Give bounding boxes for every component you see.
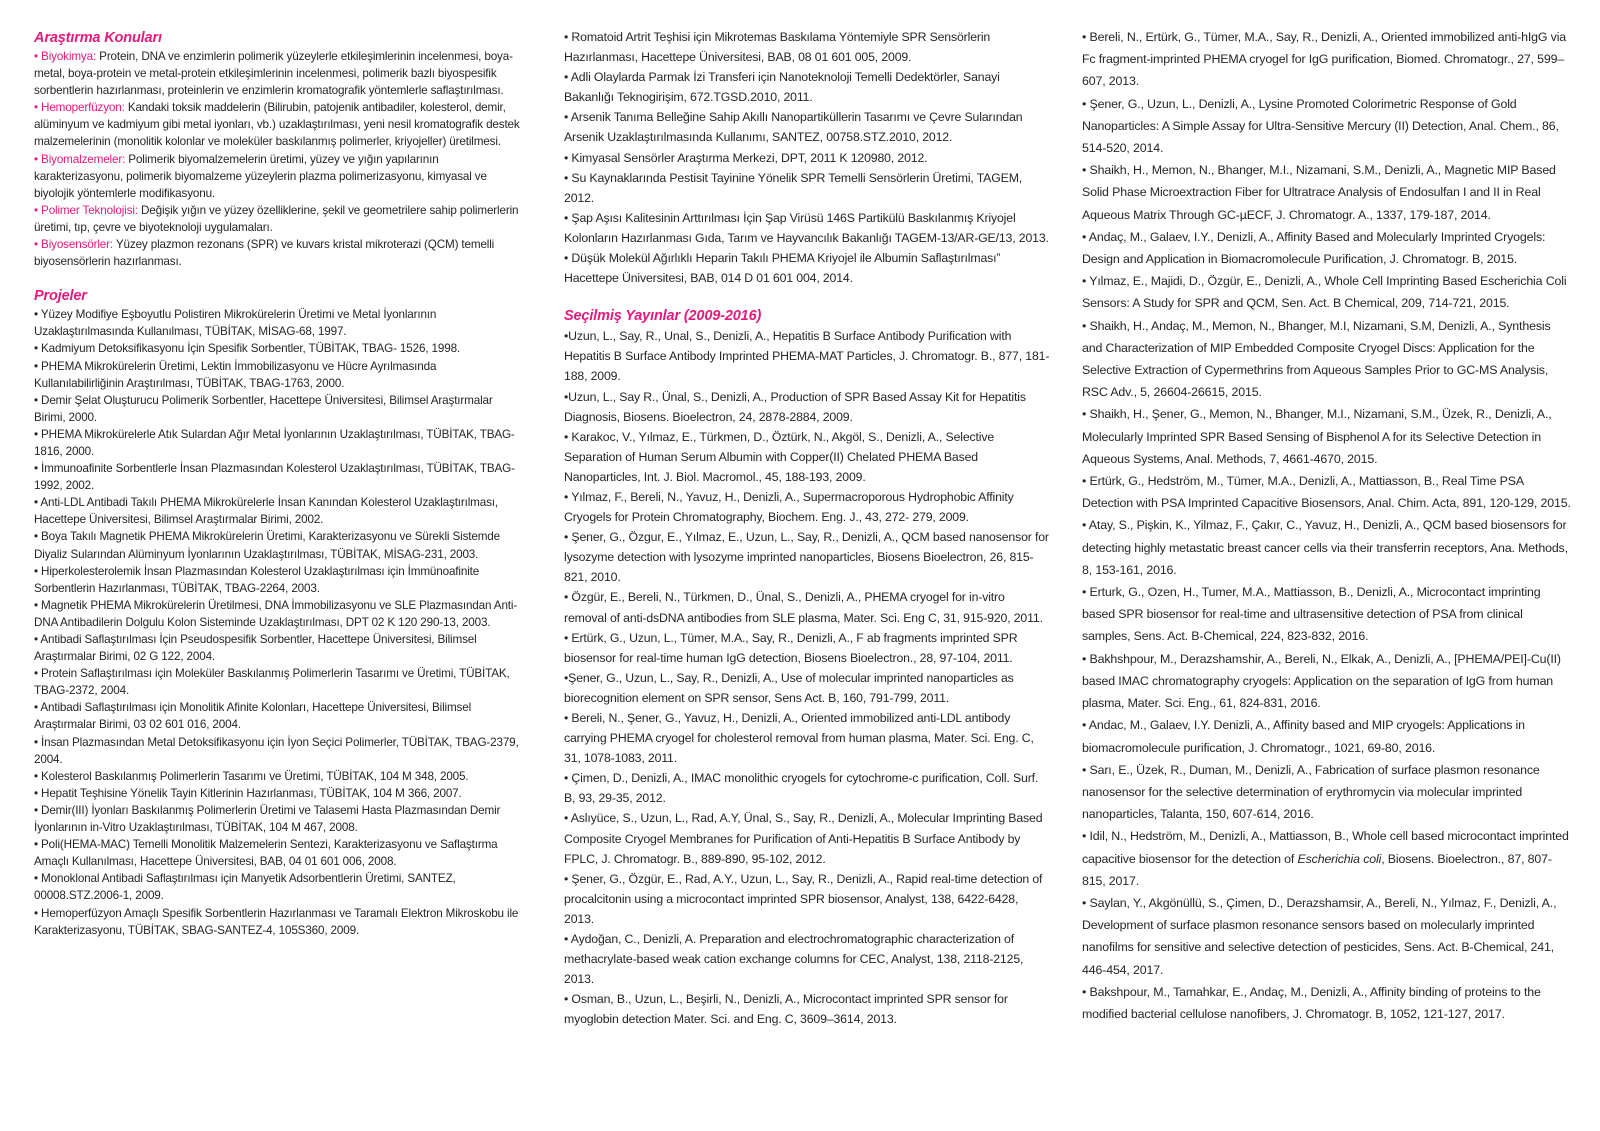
- publications-heading: Seçilmiş Yayınlar (2009-2016): [564, 308, 762, 325]
- project-item: • Kimyasal Sensörler Araştırma Merkezi, DPT, 2011 K 120980, 2012.: [564, 150, 928, 165]
- project-item: • Monoklonal Antibadi Saflaştırılması için Manyetik Adsorbentlerin Üretimi, SANTEZ, 00008.STZ.2006-1, 2009.: [34, 872, 456, 903]
- research-topic-key: Polimer Teknolojisi:: [41, 203, 138, 217]
- research-topic-key: Biyokimya:: [41, 50, 97, 63]
- project-item: • İnsan Plazmasından Metal Detoksifikasyonu için İyon Seçici Polimerler, TÜBİTAK, TBAG-2379, 2004.: [34, 735, 519, 766]
- research-topic-text: Değişik yığın ve yüzey özelliklerine, şekil ve geometrilere sahip polimerlerin üretimi, tıp, çevre ve biyoteknoloji uygulamaları.: [34, 203, 519, 234]
- project-item: • Kolesterol Baskılanmış Polimerlerin Tasarımı ve Üretimi, TÜBİTAK, 104 M 348, 2005.: [34, 769, 469, 783]
- publication-item: • Andaç, M., Galaev, I.Y., Denizli, A., Affinity Based and Molecularly Imprinted Cryogels: Design and Application in Biomacromolecule Purification, J. Chromatogr. B, 2015.: [1082, 229, 1546, 267]
- publication-item: • Erturk, G., Ozen, H., Tumer, M.A., Mattiasson, B., Denizli, A., Microcontact imprinting based SPR biosensor for real-time and ultrasensitive detection of PSA from clinical samples, Sens. Act. B-Chemical, 224, 823-832, 2016.: [1082, 585, 1541, 644]
- publication-item: • Bereli, N., Ertürk, G., Tümer, M.A., Say, R., Denizli, A., Oriented immobilized anti-hIgG via Fc fragment-imprinted PHEMA cryogel for IgG purification, Biomed. Chromatogr., 27, 599–607, 2013.: [1082, 30, 1567, 89]
- research-topic-text: Yüzey plazmon rezonans (SPR) ve kuvars kristal mikroterazi (QCM) temelli biyosensörlerin hazırlanması.: [34, 238, 495, 269]
- bullet: •: [34, 203, 42, 217]
- research-topic-text: Protein, DNA ve enzimlerin polimerik yüzeylerle etkileşimlerinin incelenmesi, boya-metal, boya-protein ve metal-protein etkileşimlerinin incelenmesi, polimerik bazlı biyospesifik sorbentlerin hazırlanması, proteinlerin ve enzimlerin kromatografik yöntemlerle saflaştırılması.: [34, 50, 513, 98]
- project-item: • Demir Şelat Oluşturucu Polimerik Sorbentler, Hacettepe Üniversitesi, Bilimsel Araştırmalar Birimi, 2000.: [34, 393, 493, 424]
- bullet: •: [34, 101, 42, 115]
- project-item: • Demir(III) İyonları Baskılanmış Polimerlerin Üretimi ve Talasemi Hasta Plazmasından Demir İyonlarının in-Vitro Uzaklaştırılması, TÜBİTAK, 104 M 467, 2008.: [34, 803, 501, 835]
- publication-item: • Aydoğan, C., Denizli, A. Preparation and electrochromatographic characterization of methacrylate-based weak cation exchange columns for CEC, Analyst, 138, 2118-2125, 2013.: [564, 932, 1024, 987]
- publication-item: • Özgür, E., Bereli, N., Türkmen, D., Ünal, S., Denizli, A., PHEMA cryogel for in-vitro removal of anti-dsDNA antibodies from SLE plasma, Mater. Sci. Eng C, 31, 915-920, 2011.: [564, 590, 1043, 625]
- project-item: • Su Kaynaklarında Pestisit Tayinine Yönelik SPR Temelli Sensörlerin Üretimi, TAGEM, 2012.: [564, 170, 1023, 205]
- project-item: • Hemoperfüzyon Amaçlı Spesifik Sorbentlerin Hazırlanması ve Taramalı Elektron Mikroskobu ile Karakterizasyonu, TÜBİTAK, SBAG-SANTEZ-4, 105S360, 2009.: [34, 906, 519, 937]
- publications-list-middle: [564, 326, 1050, 1029]
- research-topic-item: [34, 202, 526, 236]
- publication-item: • Aslıyüce, S., Uzun, L., Rad, A.Y, Ünal, S., Say, R., Denizli, A., Molecular Imprinting Based Composite Cryogel Membranes for Purification of Anti-Hepatitis B Surface Antibody by FPLC, J. Chromatogr. B., 889-890, 95-102, 2012.: [564, 811, 1043, 866]
- publication-item: • Yılmaz, E., Majidi, D., Özgür, E., Denizli, A., Whole Cell Imprinting Based Escherichia Coli Sensors: A Study for SPR and QCM, Sen. Act. B Chemical, 209, 714-721, 2015.: [1082, 274, 1567, 311]
- publication-item: • Bakshpour, M., Tamahkar, E., Andaç, M., Denizli, A., Affinity binding of proteins to the modified bacterial cellulose nanofibers, J. Chromatogr. B, 1052, 121-127, 2017.: [1082, 984, 1541, 1021]
- publication-item: • Andac, M., Galaev, I.Y. Denizli, A., Affinity based and MIP cryogels: Applications in biomacromolecule purification, J. Chromatogr., 1021, 69-80, 2016.: [1082, 718, 1525, 755]
- project-item: • Romatoid Artrit Teşhisi için Mikrotemas Baskılama Yöntemiyle SPR Sensörlerin Hazırlanması, Hacettepe Üniversitesi, BAB, 08 01 601 005, 2009.: [564, 30, 991, 65]
- project-item: • Adli Olaylarda Parmak İzi Transferi için Nanoteknoloji Temelli Dedektörler, Sanayi Bakanlığı Teknogirişim, 672.TGSD.2010, 2011.: [564, 70, 1000, 105]
- publication-item: • Çimen, D., Denizli, A., IMAC monolithic cryogels for cytochrome-c purification, Coll. Surf. B, 93, 29-35, 2012.: [564, 771, 1039, 806]
- project-item: • Magnetik PHEMA Mikrokürelerin Üretilmesi, DNA İmmobilizasyonu ve SLE Plazmasından Anti-DNA Antibadilerin Dolgulu Kolon Sisteminde Uzaklaştırılması, DPT 02 K 120 290-13, 2003.: [34, 598, 518, 629]
- publication-item: • Şener, G., Uzun, L., Denizli, A., Lysine Promoted Colorimetric Response of Gold Nanoparticles: A Simple Assay for Ultra-Sensitive Mercury (II) Detection, Anal. Chem., 86, 514-520, 2014.: [1082, 96, 1559, 156]
- publication-item: • Şener, G., Özgur, E., Yılmaz, E., Uzun, L., Say, R., Denizli, A., QCM based nanosensor for lysozyme detection with lysozyme imprinted nanoparticles, Biosens Bioelectron, 26, 815-821, 2010.: [564, 530, 1049, 585]
- publications-list-right: [1082, 26, 1572, 1025]
- research-topic-text: Kandaki toksik maddelerin (Bilirubin, patojenik antibadiler, kolesterol, demir, alüminyum ve kadmiyum gibi metal iyonları, vb.) uzaklaştırılması, yeni nesil kromatografik destek malzemelerinin (monolitik kolonlar ve moleküler baskılanmış polimerler, kriyojeller) üretilmesi.: [34, 101, 520, 149]
- publication-item: • Ertürk, G., Uzun, L., Tümer, M.A., Say, R., Denizli, A., F ab fragments imprinted SPR biosensor for real-time human IgG detection, Biosens Bioelectron., 28, 97-104, 2011.: [564, 630, 1018, 665]
- project-item: • Hepatit Teşhisine Yönelik Tayin Kitlerinin Hazırlanması, TÜBİTAK, 104 M 366, 2007.: [34, 786, 462, 800]
- research-topic-text: Polimerik biyomalzemelerin üretimi, yüzey ve yığın yapılarının karakterizasyonu, polimerik biyomalzeme yüzeylerin plazma polimerizasyonu, kimyasal ve biyolojik yöntemlerle modifikasyonu.: [34, 152, 487, 200]
- project-item: • Antibadi Saflaştırılması İçin Pseudospesifik Sorbentler, Hacettepe Üniversitesi, Bilimsel Araştırmalar Birimi, 02 G 122, 2004.: [34, 633, 477, 664]
- bullet: •: [34, 152, 42, 166]
- column-right: [1082, 0, 1572, 1025]
- publication-item: • Ertürk, G., Hedström, M., Tümer, M.A., Denizli, A., Mattiasson, B., Real Time PSA Detection with PSA Imprinted Capacitive Biosensors, Anal. Chim. Acta, 891, 120-129, 2015.: [1082, 474, 1571, 511]
- publication-item: •Şener, G., Uzun, L., Say, R., Denizli, A., Use of molecular imprinted nanoparticles as biorecognition element on SPR sensor, Sens Act. B, 160, 791-799, 2011.: [564, 670, 1014, 705]
- research-topic-key: Biyosensörler:: [41, 238, 113, 252]
- research-topic-key: Hemoperfüzyon:: [41, 101, 125, 115]
- bullet: •: [34, 50, 42, 63]
- project-item: • Poli(HEMA-MAC) Temelli Monolitik Malzemelerin Sentezi, Karakterizasyonu ve Saflaştırma Amaçlı Kullanılması, Hacettepe Üniversitesi, BAB, 04 01 601 006, 2008.: [34, 838, 498, 869]
- project-item: • İmmunoafinite Sorbentlerle İnsan Plazmasından Kolesterol Uzaklaştırılması, TÜBİTAK, TBAG-1992, 2002.: [34, 462, 515, 493]
- research-topic-item: [34, 151, 526, 202]
- research-topic-key: Biyomalzemeler:: [41, 152, 126, 166]
- project-item: • Hiperkolesterolemik İnsan Plazmasından Kolesterol Uzaklaştırılması için İmmünoafinite Sorbentlerin Hazırlanması, TÜBİTAK, TBAG-2264, 2003.: [34, 564, 480, 595]
- publication-item: • Atay, S., Pişkin, K., Yilmaz, F., Çakır, C., Yavuz, H., Denizli, A., QCM based biosensors for detecting highly metastatic breast cancer cells via their transferrin receptors, Ana. Methods, 8, 153-161, 2016.: [1082, 518, 1568, 577]
- publication-item: • Osman, B., Uzun, L., Beşirli, N., Denizli, A., Microcontact imprinted SPR sensor for myoglobin detection Mater. Sci. and Eng. C, 3609–3614, 2013.: [564, 992, 1008, 1027]
- research-topic-item: [34, 236, 526, 270]
- bullet: •: [34, 238, 42, 252]
- publication-item: • Shaikh, H., Andaç, M., Memon, N., Bhanger, M.I, Nizamani, S.M, Denizli, A., Synthesis and Characterization of MIP Embedded Composite Cryogel Discs: Application for the Selective Extraction of Cypermethrins from Aqueous Samples Prior to GC-MS Analysis, RSC Adv., 5, 26604-26615, 2015.: [1082, 318, 1551, 400]
- column-middle: [564, 0, 1050, 1030]
- project-item: • Kadmiyum Detoksifikasyonu İçin Spesifik Sorbentler, TÜBİTAK, TBAG- 1526, 1998.: [34, 342, 461, 356]
- publication-item: • Sarı, E., Üzek, R., Duman, M., Denizli, A., Fabrication of surface plasmon resonance nanosensor for the selective determination of erythromycin via molecular imprinted nanoparticles, Talanta, 150, 607-614, 2016.: [1082, 762, 1540, 822]
- project-item: • Düşük Molekül Ağırlıklı Heparin Takılı PHEMA Kriyojel ile Albumin Saflaştırılması” Hacettepe Üniversitesi, BAB, 014 D 01 601 004, 2014.: [564, 251, 1001, 286]
- publication-item: • Shaikh, H., Şener, G., Memon, N., Bhanger, M.I., Nizamani, S.M., Üzek, R., Denizli, A., Molecularly Imprinted SPR Based Sensing of Bisphenol A for its Selective Detection in Aqueous Systems, Anal. Methods, 7, 4661-4670, 2015.: [1082, 407, 1552, 466]
- research-topics-list: [34, 48, 526, 270]
- publication-item: • Şener, G., Özgür, E., Rad, A.Y., Uzun, L., Say, R., Denizli, A., Rapid real-time detection of procalcitonin using a microcontact imprinted SPR biosensor, Analyst, 138, 6422-6428, 2013.: [564, 871, 1043, 926]
- publication-item: • Saylan, Y., Akgönüllü, S., Çimen, D., Derazshamsir, A., Bereli, N., Yılmaz, F., Denizli, A., Development of surface plasmon resonance sensors based on molecularly imprinted nanofilms for sensitive and selective detection of pesticides, Sens. Act. B-Chemical, 241, 446-454, 2017.: [1082, 895, 1557, 977]
- publication-item: • Idil, N., Hedström, M., Denizli, A., Mattiasson, B., Whole cell based microcontact imprinted capacitive biosensor for the detection of Escherichia coli, Biosens. Bioelectron., 87, 807-815, 2017.: [1082, 829, 1569, 888]
- publication-item: •Uzun, L., Say R., Ünal, S., Denizli, A., Production of SPR Based Assay Kit for Hepatitis Diagnosis, Biosens. Bioelectron, 24, 2878-2884, 2009.: [564, 389, 1026, 424]
- project-item: • PHEMA Mikrokürelerin Üretimi, Lektin İmmobilizasyonu ve Hücre Ayrılmasında Kullanılabilirliğinin Araştırılması, TÜBİTAK, TBAG-1763, 2000.: [34, 359, 437, 390]
- projects-heading: Projeler: [34, 288, 87, 305]
- project-item: • Protein Saflaştırılması için Moleküler Baskılanmış Polimerlerin Tasarımı ve Üretimi, TÜBİTAK, TBAG-2372, 2004.: [34, 667, 510, 698]
- publication-item: • Shaikh, H., Memon, N., Bhanger, M.I., Nizamani, S.M., Denizli, A., Magnetic MIP Based Solid Phase Microextraction Fiber for Ultratrace Analysis of Endosulfan I and II in Real Aqueous Matrix Through GC-µECF, J. Chromatogr. A., 1337, 179-187, 2014.: [1082, 163, 1556, 222]
- research-topic-item: [34, 99, 526, 150]
- project-item: • Şap Aşısı Kalitesinin Arttırılması İçin Şap Virüsü 146S Partikülü Baskılanmış Kriyojel Kolonların Hazırlanması Gıda, Tarım ve Hayvancılık Bakanlığı TAGEM-13/AR-GE/13, 2013.: [564, 210, 1049, 245]
- project-item: • Anti-LDL Antibadi Takılı PHEMA Mikrokürelerle İnsan Kanından Kolesterol Uzaklaştırılması, Hacettepe Üniversitesi, Bilimsel Araştırmalar Birimi, 2002.: [34, 496, 498, 527]
- publication-item: • Bereli, N., Şener, G., Yavuz, H., Denizli, A., Oriented immobilized anti-LDL antibody carrying PHEMA cryogel for cholesterol removal from human plasma, Mater. Sci. Eng. C, 31, 1078-1083, 2011.: [564, 711, 1034, 766]
- project-item: • Yüzey Modifiye Eşboyutlu Polistiren Mikrokürelerin Üretimi ve Metal İyonlarının Uzaklaştırılmasında Kullanılması, TÜBİTAK, MİSAG-68, 1997.: [34, 308, 437, 339]
- projects-list-middle: [564, 27, 1050, 288]
- research-topic-item: [34, 48, 526, 99]
- publication-item: • Bakhshpour, M., Derazshamshir, A., Bereli, N., Elkak, A., Denizli, A., [PHEMA/PEI]-Cu(II) based IMAC chromatography cryogels: Application on the separation of IgG from human plasma, Mater. Sci. Eng., 61, 824-831, 2016.: [1082, 651, 1561, 711]
- publication-item: • Karakoc, V., Yılmaz, E., Türkmen, D., Öztürk, N., Akgöl, S., Denizli, A., Selective Separation of Human Serum Albumin with Copper(II) Chelated PHEMA Based Nanoparticles, Int. J. Biol. Macromol., 45, 188-193, 2009.: [564, 429, 995, 484]
- project-item: • Boya Takılı Magnetik PHEMA Mikrokürelerin Üretimi, Karakterizasyonu ve Sürekli Sistemde Diyaliz Sularından Alüminyum İyonlarının Uzaklaştırılması, TÜBİTAK, MİSAG-231, 2003.: [34, 530, 500, 561]
- column-left: [34, 0, 526, 939]
- project-item: • PHEMA Mikrokürelerle Atık Sulardan Ağır Metal İyonlarının Uzaklaştırılması, TÜBİTAK, TBAG-1816, 2000.: [34, 427, 515, 458]
- publication-item: •Uzun, L., Say, R., Unal, S., Denizli, A., Hepatitis B Surface Antibody Purification with Hepatitis B Surface Antibody Imprinted PHEMA-MAT Particles, J. Chromatogr. B., 877, 181-188, 2009.: [564, 329, 1050, 384]
- project-item: • Antibadi Saflaştırılması için Monolitik Afinite Kolonları, Hacettepe Üniversitesi, Bilimsel Araştırmalar Birimi, 03 02 601 016, 2004.: [34, 701, 472, 732]
- publication-item: • Yılmaz, F., Bereli, N., Yavuz, H., Denizli, A., Supermacroporous Hydrophobic Affinity Cryogels for Protein Chromatography, Biochem. Eng. J., 43, 272- 279, 2009.: [564, 489, 1014, 525]
- project-item: • Arsenik Tanıma Belleğine Sahip Akıllı Nanopartiküllerin Tasarımı ve Çevre Sularından Arsenik Uzaklaştırılmasında Kullanımı, SANTEZ, 00758.STZ.2010, 2012.: [564, 110, 1023, 145]
- projects-list-left: [34, 306, 526, 938]
- research-topics-heading: Araştırma Konuları: [34, 30, 162, 46]
